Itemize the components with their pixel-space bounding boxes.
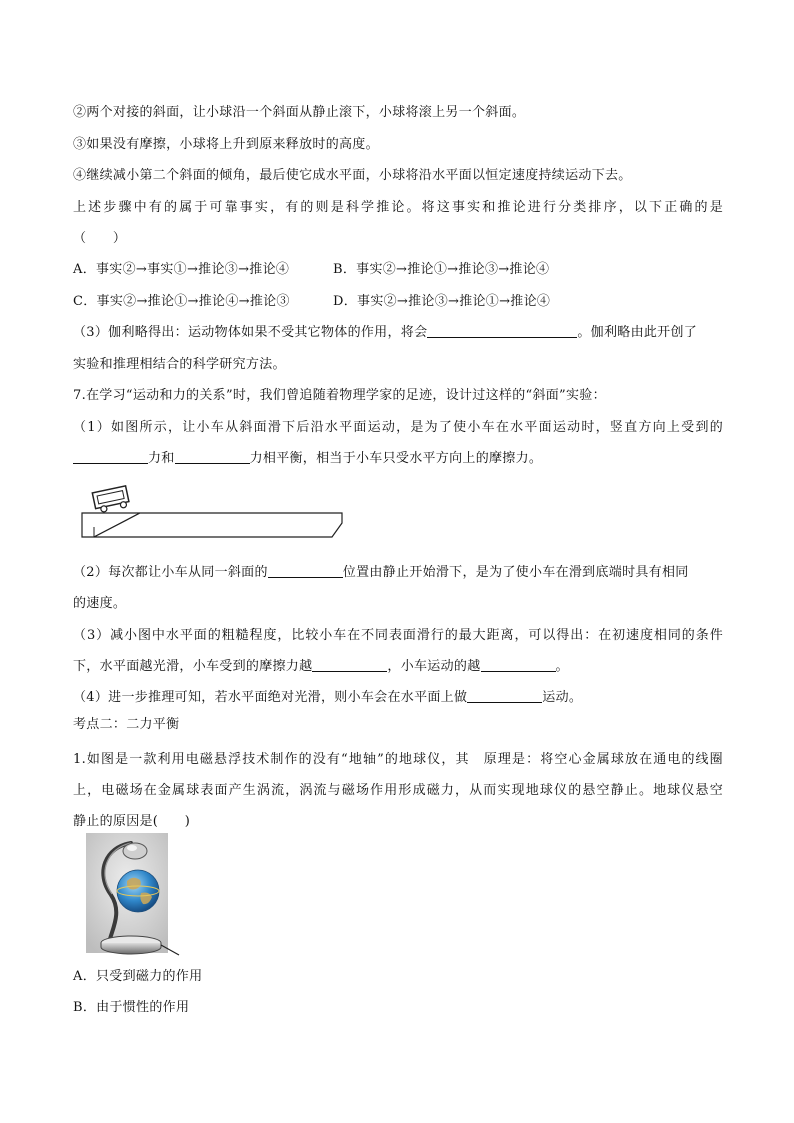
q3-line2: 实验和推理相结合的科学研究方法。	[73, 357, 286, 372]
q7-part2-text: （2）每次都让小车从同一斜面的	[73, 565, 268, 580]
q7-title: 7.在学习“运动和力的关系”时，我们曾追随着物理学家的足迹，设计过这样的“斜面”实验：	[73, 388, 606, 403]
p1-line3: 静止的原因是( )	[73, 814, 191, 829]
option-row-ab	[73, 260, 723, 280]
magnet-head-shine	[127, 845, 137, 851]
levitating-globe-photo	[83, 833, 183, 958]
base-body	[101, 943, 161, 954]
p1-line1: 1.如图是一款利用电磁悬浮技术制作的没有“地轴”的地球仪，其 原理是：将空心金属球放在通电的线圈	[73, 752, 723, 767]
globe	[117, 870, 159, 912]
q7-blank-1[interactable]	[73, 449, 148, 464]
option-row-cd	[73, 292, 723, 312]
toy-cart	[92, 486, 130, 514]
q7-part3-text: 下，水平面越光滑，小车受到的摩擦力越	[73, 659, 313, 674]
question-stem: 上述步骤中有的属于可靠事实，有的则是科学推论。将这事实和推论进行分类排序，以下正确的是	[73, 200, 723, 215]
section-heading: 考点二：二力平衡	[73, 717, 180, 732]
p1-line2: 上，电磁场在金属球表面产生涡流，涡流与磁场作用形成磁力，从而实现地球仪的悬空静止。地球仪悬空	[73, 783, 723, 798]
q7-part3-end: 。	[555, 659, 569, 674]
cart-wheel-back	[120, 501, 127, 508]
q7-part1: （1）如图所示，让小车从斜面滑下后沿水平面运动，是为了使小车在水平面运动时，竖直方向上受到的	[73, 420, 723, 435]
option-a[interactable]: A．事实②→事实①→推论③→推论④	[73, 262, 290, 277]
q7-part1-line2	[73, 449, 723, 469]
option-d[interactable]: D．事实②→推论③→推论①→推论④	[333, 294, 551, 309]
answer-b[interactable]: B．由于惯性的作用	[73, 1000, 190, 1015]
line-step4: ④继续减小第二个斜面的倾角，最后使它成水平面，小球将沿水平面以恒定速度持续运动下去。	[73, 168, 632, 183]
q3-blank[interactable]	[427, 323, 577, 338]
q3-text: （3）伽利略得出：运动物体如果不受其它物体的作用，将会	[73, 325, 428, 340]
q7-part2-text-end: 位置由静止开始滑下，是为了使小车在滑到底端时具有相同	[342, 565, 689, 580]
q7-part3-line2	[73, 657, 723, 677]
q7-blank-6[interactable]	[467, 688, 542, 703]
line-step2: ②两个对接的斜面，让小球沿一个斜面从静止滚下，小球将滚上另一个斜面。	[73, 105, 526, 120]
q7-blank-2[interactable]	[175, 449, 250, 464]
q7-part2-line2: 的速度。	[73, 596, 127, 611]
q3-line	[73, 323, 723, 343]
q7-part2	[73, 563, 723, 583]
q7-part3: （3）减小图中水平面的粗糙程度，比较小车在不同表面滑行的最大距离，可以得出：在初速度相同的条件	[73, 628, 723, 643]
q7-text-end: 力相平衡，相当于小车只受水平方向上的摩擦力。	[249, 451, 543, 466]
option-b[interactable]: B．事实②→推论①→推论③→推论④	[333, 262, 550, 277]
answer-bracket: （ ）	[73, 231, 127, 246]
cart-wheel-front	[100, 505, 107, 512]
q7-blank-4[interactable]	[312, 657, 387, 672]
q7-blank-3[interactable]	[268, 563, 343, 578]
answer-a[interactable]: A．只受到磁力的作用	[73, 969, 203, 984]
q7-text-mid: 力和	[148, 451, 175, 466]
magnet-head	[123, 843, 147, 859]
q7-blank-5[interactable]	[481, 657, 556, 672]
incline-ramp-diagram	[80, 483, 350, 543]
line-step3: ③如果没有摩擦，小球将上升到原来释放时的高度。	[73, 137, 379, 152]
q7-part3-mid: ，小车运动的越	[387, 659, 481, 674]
q7-part4-end: 运动。	[542, 690, 583, 705]
q7-part4	[73, 688, 723, 708]
q3-text-end: 。伽利略由此开创了	[577, 325, 698, 340]
option-c[interactable]: C．事实②→推论①→推论④→推论③	[73, 294, 290, 309]
q7-part4-text: （4）进一步推理可知，若水平面绝对光滑，则小车会在水平面上做	[73, 690, 468, 705]
